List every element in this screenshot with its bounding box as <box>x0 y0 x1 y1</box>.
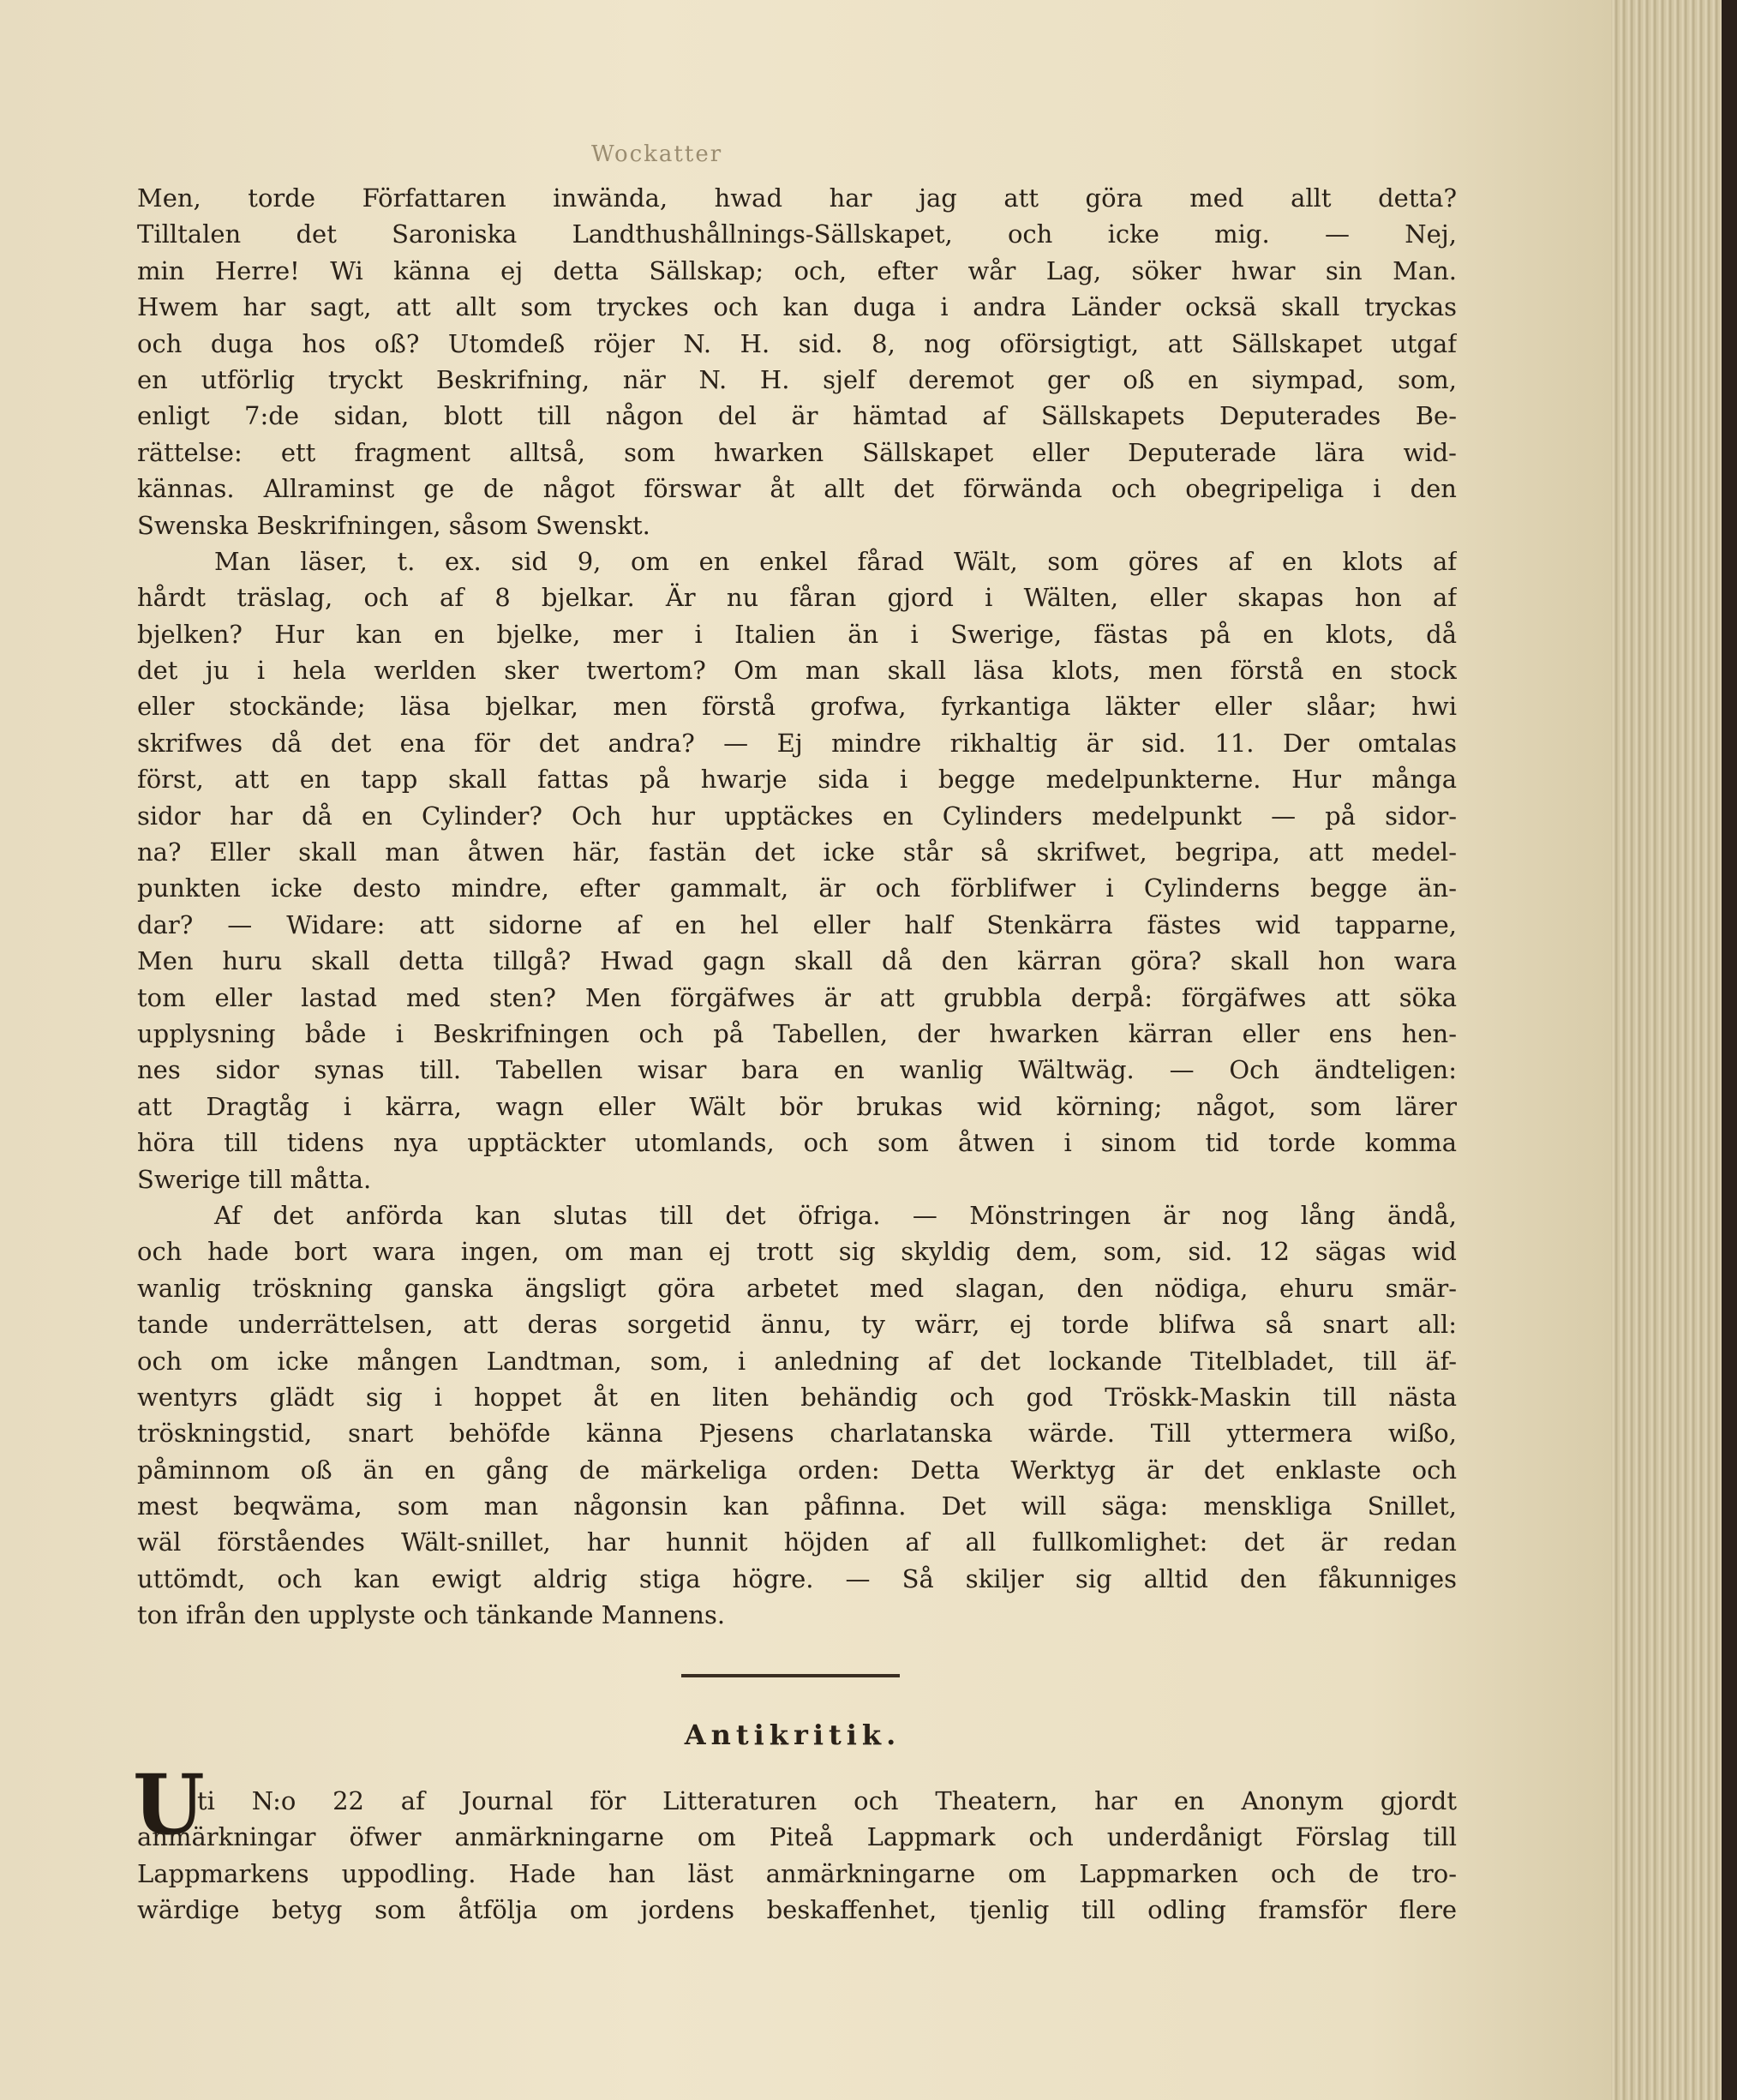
text-line: sidor har då en Cylinder? Och hur upptäckes en Cylinders medelpunkt — på sidor- <box>137 801 1457 831</box>
main-text <box>137 180 1457 1634</box>
text-line: Man läser, t. ex. sid 9, om en enkel fårad Wält, som göres af en klots af <box>214 546 1457 576</box>
catchword: Wockatter <box>591 141 723 167</box>
text-line: och hade bort wara ingen, om man ej trott sig skyldig dem, som, sid. 12 sägas wid <box>137 1237 1457 1267</box>
text-line: höra till tidens nya upptäckter utomlands, och som åtwen i sinom tid torde komma <box>137 1128 1457 1158</box>
text-line: och om icke mången Landtman, som, i anledning af det lockande Titelbladet, till äf- <box>137 1346 1457 1376</box>
text-line: eller stockände; läsa bjelkar, men förstå grofwa, fyrkantiga läkter eller slåar; hwi <box>137 692 1457 722</box>
text-line: upplysning både i Beskrifningen och på Tabellen, der hwarken kärran eller ens hen- <box>137 1018 1457 1048</box>
text-line: Hwem har sagt, att allt som tryckes och kan duga i andra Länder ocksä skall tryckas <box>137 292 1457 322</box>
text-line: dar? — Widare: att sidorne af en hel eller half Stenkärra fästes wid tapparne, <box>137 909 1457 939</box>
text-line: tom eller lastad med sten? Men förgäfwes är att grubbla derpå: förgäfwes att söka <box>137 982 1457 1012</box>
text-line: na? Eller skall man åtwen här, fastän det icke står så skrifwet, begripa, att medel- <box>137 837 1457 867</box>
text-line: Af det anförda kan slutas till det öfriga. — Mönstringen är nog lång ändå, <box>214 1200 1457 1230</box>
text-line: anmärkningar öfwer anmärkningarne om Piteå Lappmark och underdånigt Förslag till <box>137 1822 1457 1852</box>
text-line: wentyrs glädt sig i hoppet åt en liten behändig och god Tröskk-Maskin till nästa <box>137 1382 1457 1412</box>
text-line: mest beqwäma, som man någonsin kan påfinna. Det will säga: menskliga Snillet, <box>137 1491 1457 1521</box>
text-line: enligt 7:de sidan, blott till någon del är hämtad af Sällskapets Deputerades Be- <box>137 401 1457 431</box>
drop-capital: U <box>133 1756 205 1853</box>
text-line: tande underrättelsen, att deras sorgetid ännu, ty wärr, ej torde blifwa så snart all: <box>137 1310 1457 1340</box>
section-title: Antikritik. <box>684 1719 901 1751</box>
text-line: wärdige betyg som åtfölja om jordens beskaffenhet, tjenlig till odling framsför flere <box>137 1895 1457 1925</box>
text-line: Swerige till måtta. <box>137 1164 372 1194</box>
text-line: kännas. Allraminst ge de något förswar åt allt det förwända och obegripeliga i den <box>137 474 1457 504</box>
text-line: wäl förståendes Wält-snillet, har hunnit höjden af all fullkomlighet: det är redan <box>137 1527 1457 1557</box>
section-divider <box>681 1674 900 1677</box>
text-line: skrifwes då det ena för det andra? — Ej mindre rikhaltig är sid. 11. Der omtalas <box>137 728 1457 758</box>
text-line: ton ifrån den upplyste och tänkande Mannens. <box>137 1600 726 1630</box>
text-line: att Dragtåg i kärra, wagn eller Wält bör brukas wid körning; något, som lärer <box>137 1091 1457 1121</box>
text-line: punkten icke desto mindre, efter gammalt, är och förblifwer i Cylinderns begge än- <box>137 873 1457 903</box>
text-line: och duga hos oß? Utomdeß röjer N. H. sid. 8, nog oförsigtigt, att Sällskapet utgaf <box>137 328 1457 358</box>
text-line: bjelken? Hur kan en bjelke, mer i Italien än i Swerige, fästas på en klots, då <box>137 619 1457 649</box>
text-line: påminnom oß än en gång de märkeliga orden: Detta Werktyg är det enklaste och <box>137 1455 1457 1485</box>
text-line: Men huru skall detta tillgå? Hwad gagn skall då den kärran göra? skall hon wara <box>137 946 1457 976</box>
text-line: Tilltalen det Saroniska Landthushållnings-Sällskapet, och icke mig. — Nej, <box>137 219 1457 249</box>
text-line: wanlig tröskning ganska ängsligt göra arbetet med slagan, den nödiga, ehuru smär- <box>137 1273 1457 1303</box>
text-line: uttömdt, och kan ewigt aldrig stiga högre. — Så skiljer sig alltid den fåkunniges <box>137 1563 1457 1593</box>
page-stack-edge <box>1611 0 1737 2100</box>
text-line: Men, torde Författaren inwända, hwad har jag att göra med allt detta? <box>137 183 1457 213</box>
text-line: Lappmarkens uppodling. Hade han läst anmärkningarne om Lappmarken och de tro- <box>137 1858 1457 1888</box>
text-line: Swenska Beskrifningen, såsom Swenskt. <box>137 510 650 540</box>
text-line: hårdt träslag, och af 8 bjelkar. Är nu fåran gjord i Wälten, eller skapas hon af <box>137 583 1457 613</box>
text-line: ti N:o 22 af Journal för Litteraturen och Theatern, har en Anonym gjordt <box>197 1786 1457 1815</box>
section-text <box>137 1783 1457 1929</box>
text-line: nes sidor synas till. Tabellen wisar bara en wanlig Wältwäg. — Och ändteligen: <box>137 1055 1457 1085</box>
text-line: rättelse: ett fragment alltså, som hwarken Sällskapet eller Deputerade lära wid- <box>137 437 1457 467</box>
text-line: en utförlig tryckt Beskrifning, när N. H. sjelf deremot ger oß en siympad, som, <box>137 364 1457 394</box>
text-line: det ju i hela werlden sker twertom? Om man skall läsa klots, men förstå en stock <box>137 656 1457 686</box>
text-line: först, att en tapp skall fattas på hwarje sida i begge medelpunkterne. Hur många <box>137 765 1457 795</box>
text-line: min Herre! Wi känna ej detta Sällskap; och, efter wår Lag, söker hwar sin Man. <box>137 255 1457 285</box>
text-line: tröskningstid, snart behöfde känna Pjesens charlatanska wärde. Till yttermera wißo, <box>137 1419 1457 1449</box>
